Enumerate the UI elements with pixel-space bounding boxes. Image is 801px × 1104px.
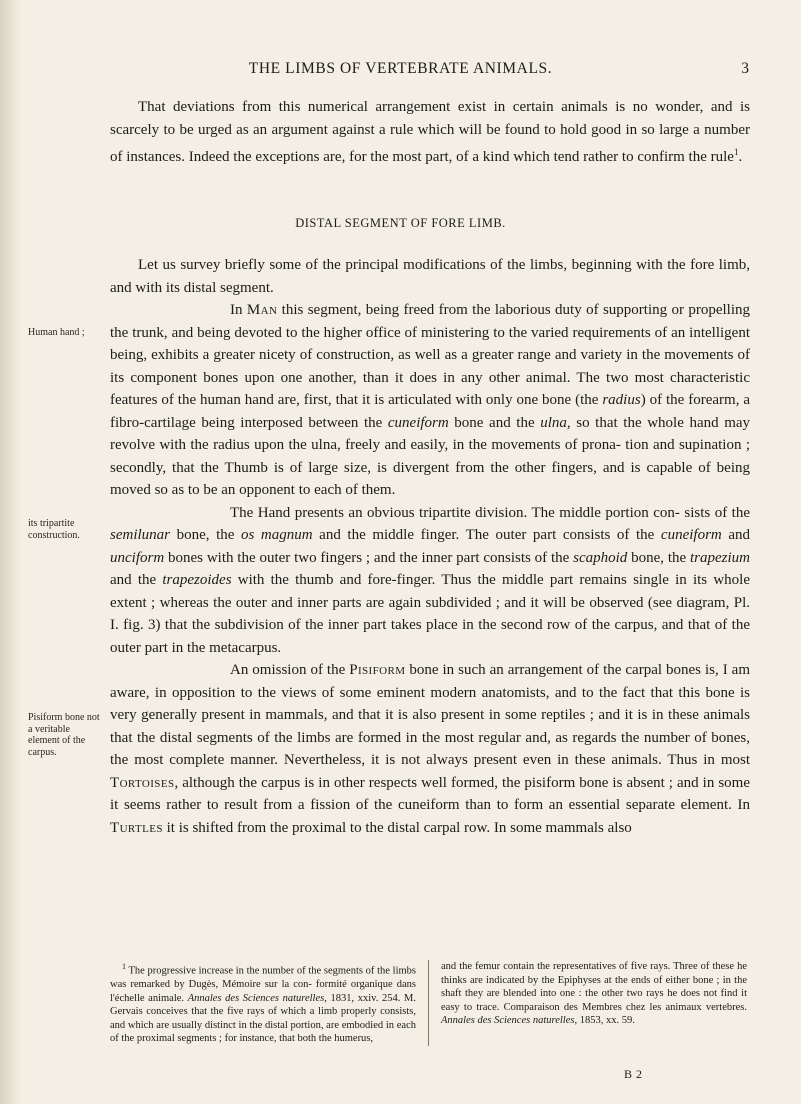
journal-title: Annales des Sciences naturelles <box>441 1015 575 1027</box>
cuneiform-term: cuneiform <box>387 414 449 431</box>
intro-text: That deviations from this numerical arrangement exist in certain animals is no wonder, and is scarcely to be urged as an argument against a rule which will be found to hold good in so large a number of instances. Indeed the exceptions are, for the most part, of a kind which tend rather to confirm the rule <box>110 99 750 165</box>
unciform-term: unciform <box>110 549 165 566</box>
section-heading: DISTAL SEGMENT OF FORE LIMB. <box>295 216 506 230</box>
scaphoid-term: scaphoid <box>573 549 628 566</box>
margin-note-human-hand: Human hand ; <box>28 327 85 338</box>
pisiform-term: Pisiform <box>349 662 406 678</box>
margin-note-pisiform: Pisiform bone not a veritable element of the carpus. <box>28 712 100 758</box>
semilunar-term: semilunar <box>110 527 170 543</box>
ulna-term: ulna <box>540 414 567 431</box>
tortoises-term: Tortoises <box>110 774 175 791</box>
intro-end: . <box>738 149 743 165</box>
pisiform-paragraph: An omission of the Pisiform bone in such an arrangement of the carpal bones is, I am aware, in opposition to the views of some eminent modern anatomists, and to the fact that this bone is very generally present in mammals, and that it is also present in some reptiles ; and it is in these animals that the distal segments of the limbs are formed in the most regular and, as regards the number of bones, the most complete manner. Nevertheless, it is not always present even in these animals. Thus in most Tortoises, although the carpus is in other respects well formed, the pisiform bone is absent ; and in some it seems rather to result from a fission of the cuneiform than to form an essential separate element. In Turtles it is shifted from the proximal to the distal carpal row. In some mammals also <box>110 662 750 836</box>
page-number: 3 <box>741 60 749 77</box>
man-paragraph: In Man this segment, being freed from the laborious duty of supporting or propelling the trunk, and being devoted to the higher office of ministering to the varied requirements of an intelligent being, exhibits a greater nicety of construction, as well as a greater range and variety in the movements of its component bones upon one another, than it does in any other animal. The two most characteristic features of the human hand are, first, that it is articulated with only one bone (the radius) of the forearm, a fibro-cartilage being interposed between the cuneiform bone and the ulna, so that the whole hand may revolve with the radius upon the ulna, freely and easily, in the movements of prona- tion and supination ; secondly, that the Thumb is of large size, is divergent from the other fingers, and is capable of being moved so as to be an opponent to each of them. <box>110 302 751 498</box>
footnote-left-column: $^1$ The progressive increase in the number of the segments of the limbs was remarked by Dugès, Mémoire sur la con- formité organique dans l'échelle animale. Annales des Sciences naturelles, 1831, xxiv. 254. M. Gervais conceives that the five rays of which a limb properly consists, and which are usually distinct in the distal portion, are embodied in each of the proximal segments ; for instance, that both the humerus, <box>110 960 429 1046</box>
footnotes <box>110 960 750 1046</box>
radius-term: radius <box>602 392 641 408</box>
turtles-term: Turtles <box>110 819 163 836</box>
margin-note-tripartite: its tripartite construction. <box>28 518 80 541</box>
footnote-right-column: and the femur contain the representatives of five rays. Three of these he thinks are indicated by the Epiphyses at the ends of either bone ; in the shaft they are blended into one : the other two rays he does not find it easy to trace. Comparaison des Membres chez les animaux vertebres. Annales des Sciences naturelles, 1853, xx. 59. <box>441 961 747 1027</box>
journal-title: Annales des Sciences naturelles <box>187 992 325 1004</box>
signature-mark: B 2 <box>624 1067 643 1081</box>
survey-paragraph: Let us survey briefly some of the principal modifications of the limbs, beginning with the fore limb, and with its distal segment. <box>110 257 750 296</box>
os-magnum-term: os magnum <box>241 527 313 543</box>
page-gutter-shadow <box>0 0 22 1104</box>
body-text <box>110 254 750 839</box>
trapezoides-term: trapezoides <box>162 572 232 588</box>
intro-paragraph <box>110 96 750 169</box>
cuneiform-term: cuneiform <box>660 527 722 543</box>
footnote-ref: 1 <box>733 147 739 157</box>
man-term: Man <box>246 302 278 318</box>
trapezium-term: trapezium <box>690 549 751 566</box>
footnote-marker: 1 <box>122 962 126 971</box>
running-title: THE LIMBS OF VERTEBRATE ANIMALS. <box>248 60 553 77</box>
tripartite-paragraph: The Hand presents an obvious tripartite division. The middle portion con- sists of the semilunar bone, the os magnum and the middle finger. The outer part consists of the cuneiform and unciform bones with the outer two fingers ; and the inner part consists of the scaphoid bone, the trapezium and the trapezoides with the thumb and fore-finger. Thus the middle part remains single in its whole extent ; whereas the outer and inner parts are again subdivided ; and it will be observed (see diagram, Pl. I. fig. 3) that the subdivision of the inner part takes place in the second row of the carpus, and that of the outer part in the metacarpus. <box>110 504 751 656</box>
